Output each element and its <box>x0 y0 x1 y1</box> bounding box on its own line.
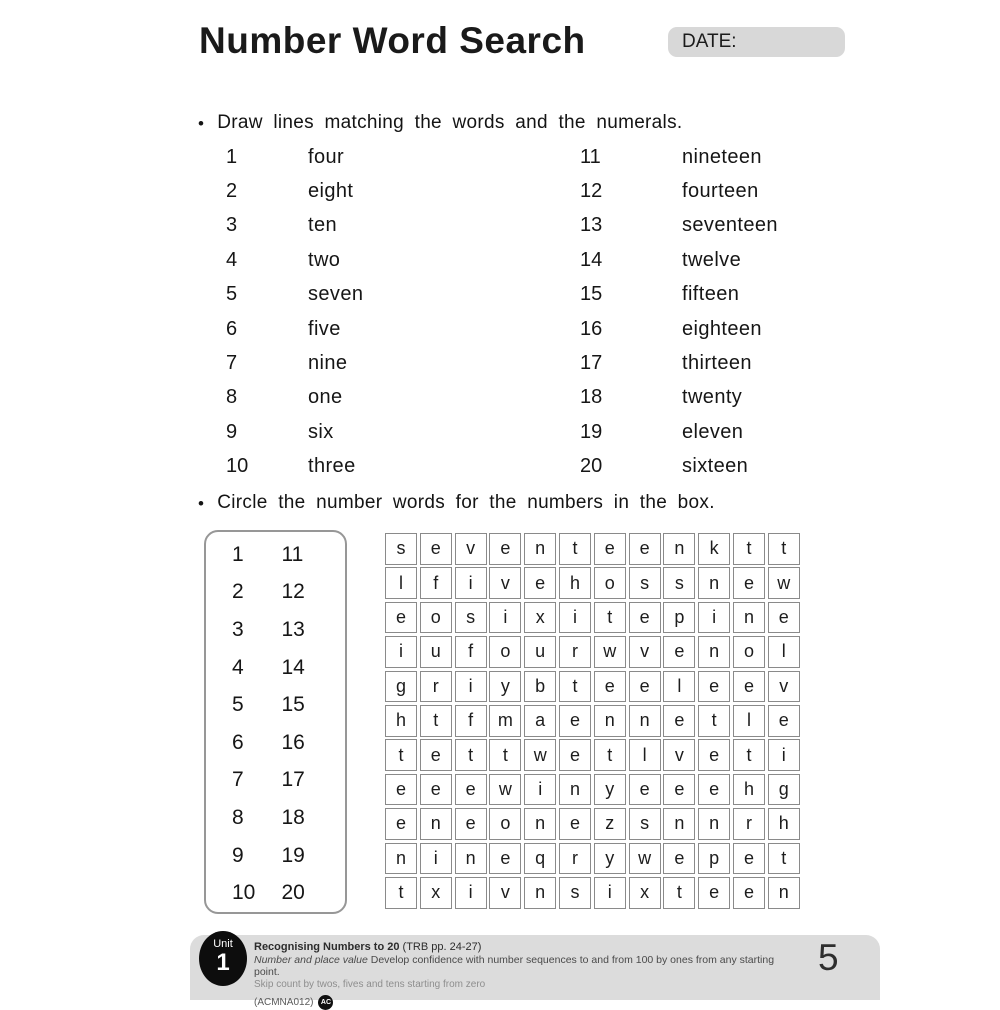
word-search-cell: s <box>629 567 661 599</box>
number-box-value: 12 <box>281 580 305 604</box>
word-search-cell: n <box>594 705 626 737</box>
word-search-cell: e <box>559 808 591 840</box>
match-word: six <box>308 420 334 443</box>
match-numeral: 6 <box>226 317 238 340</box>
word-search-cell: e <box>385 808 417 840</box>
page-title: Number Word Search <box>199 20 586 61</box>
match-row <box>226 140 363 174</box>
word-search-cell: i <box>385 636 417 668</box>
word-search-cell: x <box>524 602 556 634</box>
word-search-cell: e <box>698 877 730 909</box>
word-search-cell: s <box>629 808 661 840</box>
word-search-cell: f <box>420 567 452 599</box>
number-box-value: 13 <box>281 617 305 641</box>
number-box-value: 9 <box>232 843 244 867</box>
match-row <box>226 346 363 380</box>
word-search-cell: e <box>559 705 591 737</box>
match-row <box>580 381 778 415</box>
word-search-cell: w <box>524 739 556 771</box>
word-search-cell: r <box>559 843 591 875</box>
word-search-cell: l <box>663 671 695 703</box>
word-search-cell: n <box>524 808 556 840</box>
number-box-value: 2 <box>232 580 244 604</box>
word-search-cell: k <box>698 533 730 565</box>
word-search-cell: e <box>663 636 695 668</box>
word-search-cell: p <box>663 602 695 634</box>
match-row <box>580 415 778 449</box>
word-search-cell: g <box>385 671 417 703</box>
word-search-cell: e <box>489 843 521 875</box>
match-numeral: 4 <box>226 248 238 271</box>
match-row <box>226 209 363 243</box>
word-search-cell: t <box>420 705 452 737</box>
match-word: fifteen <box>682 283 740 306</box>
match-numeral: 17 <box>580 352 603 375</box>
unit-label: Unit <box>213 938 233 950</box>
word-search-cell: e <box>698 774 730 806</box>
word-search-cell: l <box>768 636 800 668</box>
word-search-cell: i <box>768 739 800 771</box>
match-numeral: 11 <box>580 145 601 168</box>
word-search-cell: i <box>489 602 521 634</box>
number-box-value: 4 <box>232 655 244 679</box>
match-word: seven <box>308 283 364 306</box>
word-search-cell: y <box>489 671 521 703</box>
word-search-cell: o <box>733 636 765 668</box>
word-search-cell: e <box>663 843 695 875</box>
match-row <box>580 243 778 277</box>
word-search-cell: r <box>733 808 765 840</box>
word-search-cell: p <box>698 843 730 875</box>
word-search-cell: w <box>629 843 661 875</box>
word-search-cell: t <box>455 739 487 771</box>
word-search-cell: m <box>489 705 521 737</box>
word-search-cell: t <box>663 877 695 909</box>
footer-lesson-title-bold: Recognising Numbers to 20 <box>254 941 400 953</box>
word-search-cell: n <box>698 808 730 840</box>
match-numeral: 10 <box>226 455 249 478</box>
footer-lesson-title <box>254 941 799 953</box>
match-row <box>580 312 778 346</box>
number-box-value: 1 <box>232 542 244 566</box>
footer-trb-ref: (TRB pp. 24-27) <box>402 941 482 953</box>
word-search-cell: y <box>594 843 626 875</box>
word-search-cell: z <box>594 808 626 840</box>
number-box-value: 14 <box>281 655 305 679</box>
word-search-cell: e <box>420 533 452 565</box>
word-search-cell: n <box>559 774 591 806</box>
match-row <box>580 174 778 208</box>
match-row <box>226 174 363 208</box>
word-search-cell: e <box>420 739 452 771</box>
word-search-cell: n <box>524 877 556 909</box>
match-numeral: 16 <box>580 317 603 340</box>
number-box-value: 16 <box>281 730 305 754</box>
word-search-cell: e <box>629 774 661 806</box>
number-box-value: 20 <box>281 881 305 905</box>
match-row <box>580 278 778 312</box>
word-search-cell: e <box>663 774 695 806</box>
match-numeral: 19 <box>580 420 603 443</box>
footer-text <box>254 941 799 1010</box>
match-numeral: 15 <box>580 283 603 306</box>
word-search-cell: v <box>768 671 800 703</box>
page-number: 5 <box>818 937 839 978</box>
word-search-cell: v <box>489 877 521 909</box>
instruction-circle-text: Circle the number words for the numbers in the box. <box>217 492 715 513</box>
match-word: fourteen <box>682 180 759 203</box>
footer-description-text: Develop confidence with number sequences to and from 100 by ones from any starting point. <box>254 954 775 978</box>
word-search-cell: y <box>594 774 626 806</box>
word-search-cell: t <box>559 533 591 565</box>
word-search-cell: s <box>663 567 695 599</box>
word-search-cell: o <box>489 808 521 840</box>
word-search-cell: e <box>733 567 765 599</box>
date-label: DATE: <box>682 31 737 52</box>
word-search-cell: w <box>594 636 626 668</box>
match-word: nine <box>308 352 348 375</box>
word-search-cell: e <box>663 705 695 737</box>
match-numeral: 5 <box>226 283 238 306</box>
word-search-cell: t <box>733 533 765 565</box>
word-search-cell: e <box>768 705 800 737</box>
match-word: one <box>308 386 343 409</box>
match-word: twelve <box>682 248 742 271</box>
word-search-cell: e <box>698 671 730 703</box>
word-search-cell: h <box>733 774 765 806</box>
curriculum-code: (ACMNA012) <box>254 997 314 1008</box>
word-search-cell: b <box>524 671 556 703</box>
unit-number: 1 <box>216 949 230 976</box>
number-box-grid <box>206 532 345 912</box>
ac-badge-icon: AC <box>318 995 333 1010</box>
match-numeral: 1 <box>226 145 238 168</box>
match-word: sixteen <box>682 455 749 478</box>
word-search-cell: w <box>768 567 800 599</box>
match-numeral: 18 <box>580 386 603 409</box>
match-row <box>226 381 363 415</box>
number-box-value: 3 <box>232 617 244 641</box>
word-search-cell: f <box>455 636 487 668</box>
number-box-value: 18 <box>281 805 305 829</box>
match-word: twenty <box>682 386 743 409</box>
word-search-cell: e <box>385 602 417 634</box>
word-search-cell: e <box>733 671 765 703</box>
match-numeral: 2 <box>226 180 238 203</box>
word-search-cell: s <box>385 533 417 565</box>
word-search-cell: e <box>455 774 487 806</box>
word-search-cell: e <box>698 739 730 771</box>
word-search-cell: l <box>733 705 765 737</box>
number-box-value: 10 <box>232 881 256 905</box>
word-search-cell: n <box>698 636 730 668</box>
number-box-value: 11 <box>281 542 304 566</box>
word-search-cell: e <box>524 567 556 599</box>
word-search-cell: t <box>733 739 765 771</box>
word-search-cell: a <box>524 705 556 737</box>
word-search-cell: v <box>455 533 487 565</box>
word-search-cell: n <box>768 877 800 909</box>
match-row <box>226 243 363 277</box>
word-search-cell: v <box>489 567 521 599</box>
word-search-cell: t <box>385 877 417 909</box>
word-search-cell: r <box>559 636 591 668</box>
word-search-grid <box>385 533 800 909</box>
word-search-cell: t <box>768 533 800 565</box>
footer-strip <box>190 935 880 1008</box>
word-search-cell: i <box>698 602 730 634</box>
word-search-cell: i <box>455 877 487 909</box>
word-search-cell: e <box>455 808 487 840</box>
word-search-cell: t <box>559 671 591 703</box>
word-search-cell: i <box>455 671 487 703</box>
match-row <box>226 278 363 312</box>
word-search-cell: o <box>420 602 452 634</box>
footer-curriculum-row <box>254 995 799 1010</box>
number-box-value: 6 <box>232 730 244 754</box>
word-search-cell: l <box>385 567 417 599</box>
word-search-cell: n <box>629 705 661 737</box>
match-numeral: 13 <box>580 214 603 237</box>
match-word: ten <box>308 214 338 237</box>
word-search-cell: h <box>559 567 591 599</box>
word-search-cell: t <box>489 739 521 771</box>
word-search-cell: e <box>629 602 661 634</box>
word-search-cell: i <box>420 843 452 875</box>
word-search-cell: i <box>559 602 591 634</box>
match-numeral: 7 <box>226 352 238 375</box>
word-search-cell: s <box>455 602 487 634</box>
match-word: seventeen <box>682 214 778 237</box>
number-box-value: 17 <box>281 768 305 792</box>
match-numeral: 3 <box>226 214 238 237</box>
footer-skip-note: Skip count by twos, fives and tens starting from zero <box>254 979 486 990</box>
match-word: eighteen <box>682 317 762 340</box>
word-search-cell: e <box>629 671 661 703</box>
word-search-cell: n <box>733 602 765 634</box>
number-box-value: 8 <box>232 805 244 829</box>
word-search-cell: n <box>420 808 452 840</box>
word-search-cell: n <box>455 843 487 875</box>
word-search-cell: e <box>733 877 765 909</box>
word-search-cell: u <box>420 636 452 668</box>
instruction-matching <box>198 112 682 136</box>
match-row <box>226 415 363 449</box>
match-word: eight <box>308 180 354 203</box>
word-search-cell: e <box>559 739 591 771</box>
match-word: two <box>308 248 341 271</box>
match-numeral: 9 <box>226 420 238 443</box>
word-search-cell: t <box>698 705 730 737</box>
footer-description <box>254 954 799 978</box>
word-search-cell: i <box>594 877 626 909</box>
word-search-cell: n <box>698 567 730 599</box>
word-search-cell: t <box>768 843 800 875</box>
word-search-cell: n <box>524 533 556 565</box>
match-row <box>226 450 363 484</box>
word-search-cell: h <box>385 705 417 737</box>
match-numeral: 14 <box>580 248 603 271</box>
match-row <box>580 140 778 174</box>
match-word: eleven <box>682 420 744 443</box>
word-search-cell: x <box>629 877 661 909</box>
word-search-cell: e <box>768 602 800 634</box>
number-box-value: 15 <box>281 693 305 717</box>
matching-left-column <box>226 140 363 484</box>
word-search-cell: l <box>629 739 661 771</box>
word-search-cell: t <box>594 602 626 634</box>
word-search-cell: q <box>524 843 556 875</box>
word-search-cell: n <box>663 808 695 840</box>
word-search-cell: e <box>489 533 521 565</box>
match-row <box>226 312 363 346</box>
instruction-circle <box>198 492 715 516</box>
match-row <box>580 209 778 243</box>
bullet-icon: • <box>198 494 205 513</box>
word-search-cell: v <box>663 739 695 771</box>
word-search-cell: e <box>733 843 765 875</box>
word-search-cell: s <box>559 877 591 909</box>
word-search-cell: r <box>420 671 452 703</box>
unit-badge <box>199 931 247 986</box>
word-search-cell: u <box>524 636 556 668</box>
word-search-cell: i <box>455 567 487 599</box>
footer-strand-name: Number and place value <box>254 954 368 966</box>
match-word: nineteen <box>682 145 762 168</box>
number-box-value: 5 <box>232 693 244 717</box>
word-search-cell: i <box>524 774 556 806</box>
matching-right-column <box>580 140 778 484</box>
word-search-cell: e <box>420 774 452 806</box>
word-search-cell: n <box>663 533 695 565</box>
word-search-cell: w <box>489 774 521 806</box>
word-search-cell: f <box>455 705 487 737</box>
match-word: four <box>308 145 345 168</box>
match-row <box>580 346 778 380</box>
word-search-cell: x <box>420 877 452 909</box>
word-search-cell: e <box>629 533 661 565</box>
instruction-matching-text: Draw lines matching the words and the numerals. <box>217 112 683 133</box>
match-word: three <box>308 455 356 478</box>
number-box-value: 19 <box>281 843 305 867</box>
word-search-cell: h <box>768 808 800 840</box>
match-numeral: 20 <box>580 455 603 478</box>
match-word: thirteen <box>682 352 752 375</box>
word-search-cell: e <box>594 671 626 703</box>
word-search-cell: n <box>385 843 417 875</box>
date-field <box>668 27 845 57</box>
word-search-cell: t <box>594 739 626 771</box>
word-search-cell: o <box>594 567 626 599</box>
number-box-value: 7 <box>232 768 244 792</box>
word-search-cell: t <box>385 739 417 771</box>
word-search-cell: o <box>489 636 521 668</box>
match-row <box>580 450 778 484</box>
word-search-cell: g <box>768 774 800 806</box>
word-search-cell: e <box>594 533 626 565</box>
bullet-icon: • <box>198 114 205 133</box>
word-search-cell: e <box>385 774 417 806</box>
word-search-cell: v <box>629 636 661 668</box>
number-box <box>204 530 347 914</box>
match-word: five <box>308 317 341 340</box>
match-numeral: 8 <box>226 386 238 409</box>
match-numeral: 12 <box>580 180 603 203</box>
